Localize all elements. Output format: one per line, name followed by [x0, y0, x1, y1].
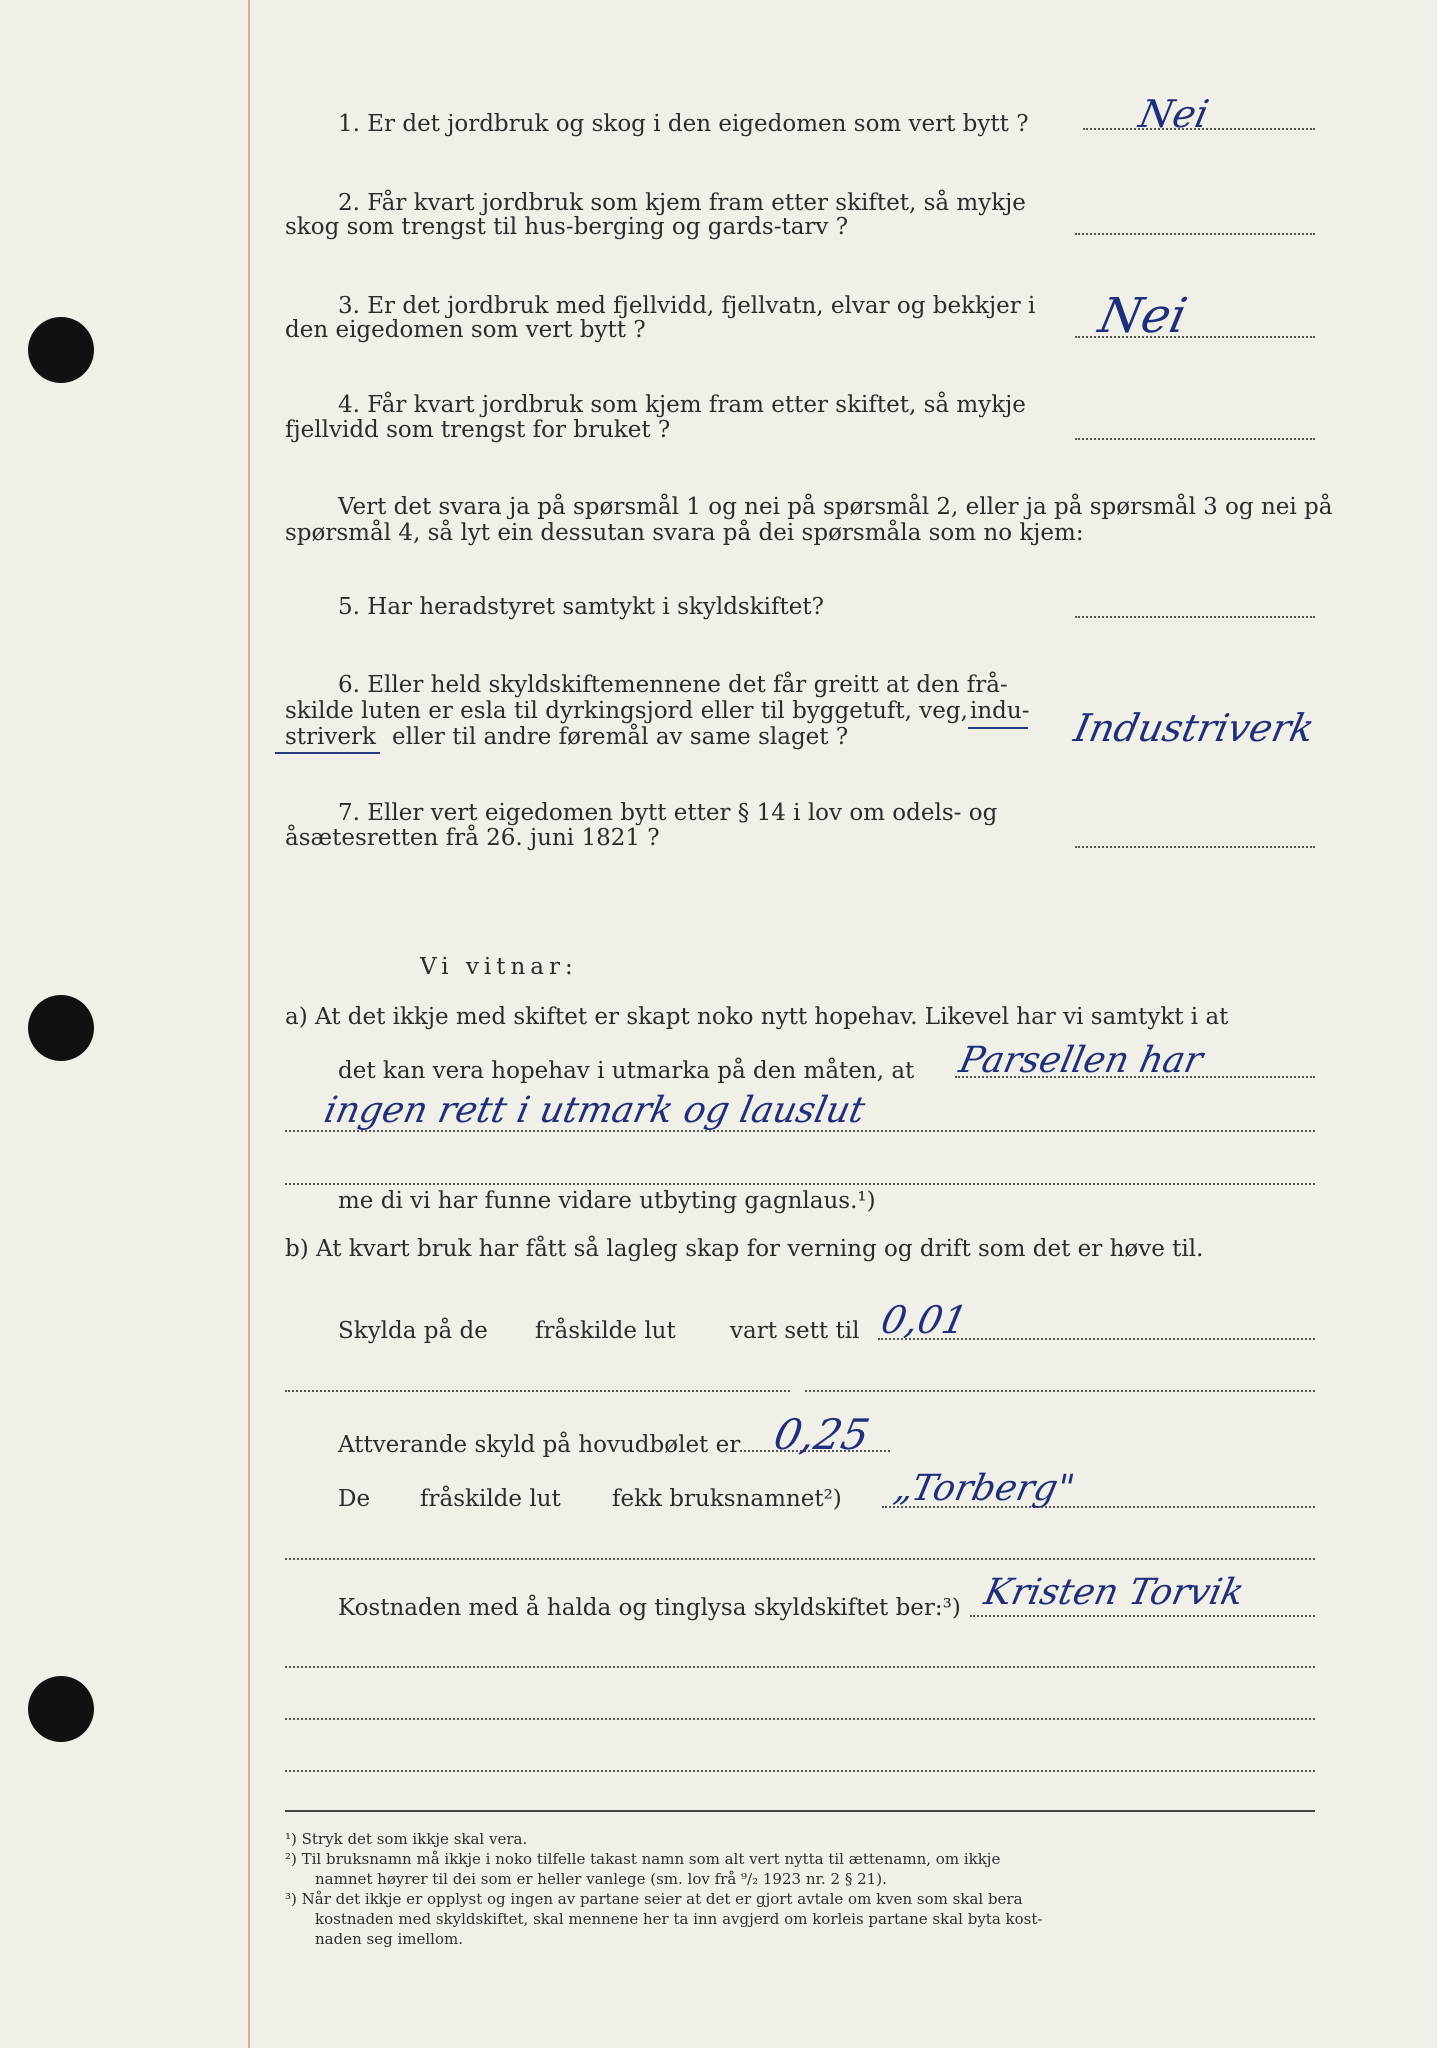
margin-line: [248, 0, 250, 2048]
question-7b: åsætesretten frå 26. juni 1821 ?: [285, 825, 660, 851]
skylda-label-3: vart sett til: [730, 1318, 860, 1344]
skylda-value: 0,01: [877, 1298, 972, 1342]
condition-line-a: Vert det svara ja på spørsmål 1 og nei på spørsmål 2, eller ja på spørsmål 3 og nei på: [338, 494, 1333, 520]
answer-line-4[interactable]: [1075, 438, 1315, 440]
footnote-2b: namnet høyrer til dei som er heller vanlege (sm. lov frå ⁹/₂ 1923 nr. 2 § 21).: [315, 1870, 887, 1888]
answer-3: Nei: [1094, 288, 1192, 344]
bruk-label-3: fekk bruksnamnet²): [612, 1486, 842, 1512]
question-6a: 6. Eller held skyldskiftemennene det får greitt at den frå-: [338, 672, 1008, 698]
kostnad-line-3[interactable]: [285, 1718, 1315, 1720]
kostnad-line-2[interactable]: [285, 1666, 1315, 1668]
question-4b: fjellvidd som trengst for bruket ?: [285, 417, 671, 443]
witness-handwriting-1: Parsellen har: [955, 1040, 1207, 1081]
witness-b: b) At kvart bruk har fått så lagleg skap for verning og drift som det er høve til.: [285, 1236, 1204, 1262]
question-6b: skilde luten er esla til dyrkingsjord eller til byggetuft, veg,: [285, 698, 968, 724]
question-7a: 7. Eller vert eigedomen bytt etter § 14 i lov om odels- og: [338, 800, 998, 826]
bruk-value: „Torberg": [890, 1468, 1078, 1509]
skylda-label-2: fråskilde lut: [535, 1318, 676, 1344]
bruk-line-2[interactable]: [285, 1558, 1315, 1560]
question-6c: eller til andre føremål av same slaget ?: [392, 724, 849, 750]
answer-line-7[interactable]: [1075, 846, 1315, 848]
footnote-rule: [285, 1810, 1315, 1812]
kostnad-value: Kristen Torvik: [980, 1572, 1248, 1613]
question-1: 1. Er det jordbruk og skog i den eigedomen som vert bytt ?: [338, 111, 1029, 137]
answer-1: Nei: [1135, 92, 1213, 136]
question-3b: den eigedomen som vert bytt ?: [285, 317, 646, 343]
attverande-value: 0,25: [769, 1410, 874, 1459]
footnote-1: ¹) Stryk det som ikkje skal vera.: [285, 1830, 528, 1848]
punch-hole: [28, 995, 94, 1061]
answer-6: Industriverk: [1070, 706, 1319, 750]
question-4a: 4. Får kvart jordbruk som kjem fram etter skiftet, så mykje: [338, 392, 1026, 418]
question-3a: 3. Er det jordbruk med fjellvidd, fjellvatn, elvar og bekkjer i: [338, 293, 1036, 319]
skylda-line-2a[interactable]: [285, 1390, 790, 1392]
bruk-label-1: De: [338, 1486, 371, 1512]
kostnad-line[interactable]: [970, 1615, 1315, 1617]
footnote-3b: kostnaden med skyldskiftet, skal mennene her ta inn avgjerd om korleis partane skal byta kost-: [315, 1910, 1043, 1928]
witness-heading: Vi vitnar:: [420, 954, 578, 980]
condition-line-b: spørsmål 4, så lyt ein dessutan svara på dei spørsmåla som no kjem:: [285, 520, 1084, 546]
witness-a-line3: me di vi har funne vidare utbyting gagnlaus.¹): [338, 1188, 876, 1214]
question-2b: skog som trengst til hus-berging og gards-tarv ?: [285, 214, 849, 240]
question-2a: 2. Får kvart jordbruk som kjem fram etter skiftet, så mykje: [338, 190, 1026, 216]
kostnad-line-4[interactable]: [285, 1770, 1315, 1772]
footnote-2a: ²) Til bruksnamn må ikkje i noko tilfelle takast namn som alt vert nytta til ættenamn, om ikkje: [285, 1850, 1001, 1868]
witness-line-3[interactable]: [285, 1183, 1315, 1185]
skylda-line-2b[interactable]: [805, 1390, 1315, 1392]
question-5: 5. Har heradstyret samtykt i skyldskiftet?: [338, 594, 824, 620]
witness-handwriting-2: ingen rett i utmark og lauslut: [320, 1090, 869, 1131]
question-6c-striverk: striverk: [285, 724, 376, 750]
punch-hole: [28, 1676, 94, 1742]
answer-line-2[interactable]: [1075, 233, 1315, 235]
punch-hole: [28, 317, 94, 383]
underline-indu: [968, 727, 1028, 729]
kostnad-label: Kostnaden med å halda og tinglysa skyldskiftet ber:³): [338, 1595, 961, 1621]
witness-a-line1: a) At det ikkje med skiftet er skapt noko nytt hopehav. Likevel har vi samtykt i at: [285, 1004, 1229, 1030]
footnote-3a: ³) Når det ikkje er opplyst og ingen av partane seier at det er gjort avtale om kven som skal bera: [285, 1890, 1023, 1908]
question-6b-indu: indu-: [970, 698, 1030, 724]
underline-striverk: [275, 752, 380, 754]
skylda-label-1: Skylda på de: [338, 1318, 488, 1344]
footnote-3c: naden seg imellom.: [315, 1930, 463, 1948]
witness-a-line2: det kan vera hopehav i utmarka på den måten, at: [338, 1058, 915, 1084]
bruk-label-2: fråskilde lut: [420, 1486, 561, 1512]
answer-line-5[interactable]: [1075, 616, 1315, 618]
attverande-label: Attverande skyld på hovudbølet er: [338, 1432, 741, 1458]
